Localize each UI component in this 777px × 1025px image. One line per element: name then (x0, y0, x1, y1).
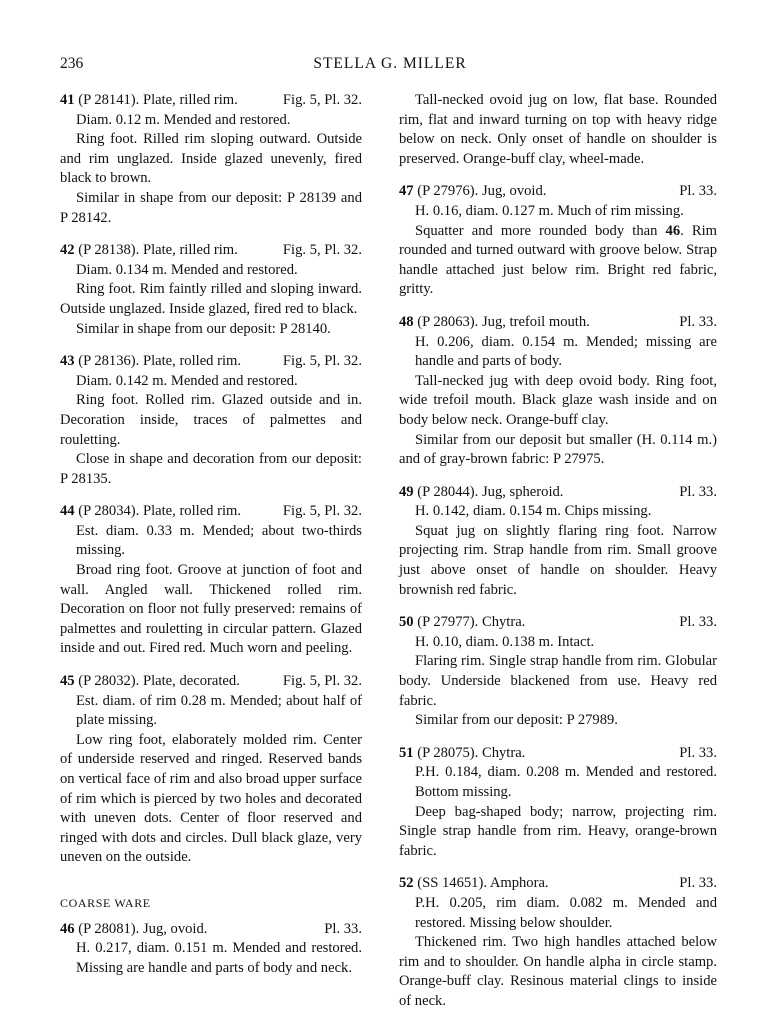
entry-description: Squatter and more rounded body than 46. Rim rounded and turned outward with groove below. Strap handle attached just below rim. Bright red fabric, gritty. (399, 222, 718, 298)
entry-number: 44 (60, 503, 75, 520)
entry-description: Ring foot. Rilled rim sloping outward. Outside and rim unglazed. Inside glazed unevenly, fired black to brown. (60, 131, 362, 187)
entry-measurements: P.H. 0.184, diam. 0.208 m. Mended and restored. Bottom missing. (415, 764, 717, 800)
entry-description: Squat jug on slightly flaring ring foot. Narrow projecting rim. Strap handle from rim. Small groove just above onset of handle on shoulder. Heavy brownish red fabric. (399, 522, 717, 598)
entry-measurements: Diam. 0.12 m. Mended and restored. (76, 111, 291, 128)
catalog-entry-46 (60, 920, 362, 979)
catalog-entry-49 (399, 483, 717, 601)
entry-reference: Pl. 33. (679, 744, 717, 761)
entry-description: Ring foot. Rim faintly rilled and sloping inward. Outside unglazed. Inside glazed, fired red to black. (60, 281, 362, 317)
entry-note: Similar in shape from our deposit: P 28140. (76, 320, 331, 337)
entry-title: (P 28032). Plate, decorated. (74, 673, 240, 690)
entry-description: Ring foot. Rolled rim. Glazed outside and in. Decoration inside, traces of palmettes and rouletting. (60, 392, 362, 448)
entry-measurements: Diam. 0.134 m. Mended and restored. (76, 261, 298, 278)
entry-note: Similar in shape from our deposit: P 28139 and P 28142. (60, 189, 362, 226)
entry-measurements: H. 0.142, diam. 0.154 m. Chips missing. (415, 503, 652, 520)
entry-measurements: H. 0.16, diam. 0.127 m. Much of rim missing. (415, 202, 684, 219)
catalog-entry-50 (399, 613, 717, 731)
entry-title: (P 28034). Plate, rolled rim. (74, 503, 242, 520)
catalog-entry-42 (60, 241, 362, 339)
entry-title: (P 28044). Jug, spheroid. (413, 483, 564, 500)
catalog-entry-52 (399, 874, 717, 1011)
entry-title: (P 28075). Chytra. (413, 744, 526, 761)
entry-title: (P 28063). Jug, trefoil mouth. (413, 313, 590, 330)
entry-description: Low ring foot, elaborately molded rim. Center of underside reserved and ringed. Reserved bands on vertical face of rim and also broad upper surface of rim which is pierced by two holes and decorated with uneven dots. Center of floor reserved and ringed with dots and circles. Dull black glaze, very uneven on the outside. (60, 731, 362, 866)
entry-number: 47 (399, 183, 414, 200)
entry-number: 41 (60, 92, 75, 108)
page-header (60, 55, 720, 77)
entry-measurements: Diam. 0.142 m. Mended and restored. (76, 372, 298, 389)
entry-number: 49 (399, 483, 414, 500)
catalog-entry-48 (399, 313, 717, 470)
entry-number: 46 (60, 920, 75, 937)
cross-reference: 46 (665, 222, 681, 239)
entry-reference: Fig. 5, Pl. 32. (282, 673, 362, 690)
entry-number: 42 (60, 242, 75, 259)
entry-reference: Fig. 5, Pl. 32. (282, 353, 362, 370)
catalog-entry-41 (60, 91, 362, 228)
entry-number: 52 (399, 875, 414, 892)
entry-title: (P 27976). Jug, ovoid. (413, 183, 547, 200)
entry-title: (SS 14651). Amphora. (413, 875, 549, 892)
entry-title: (P 28141). Plate, rilled rim. (74, 92, 238, 108)
entry-measurements: Est. diam. of rim 0.28 m. Mended; about half of plate missing. (76, 692, 362, 729)
entry-number: 50 (399, 614, 414, 631)
entry-title: (P 28138). Plate, rilled rim. (74, 242, 238, 259)
entry-title: (P 28081). Jug, ovoid. (74, 920, 208, 937)
left-column (60, 91, 362, 991)
section-heading: COARSE WARE (60, 895, 151, 910)
entry-number: 51 (399, 744, 414, 761)
entry-description: Broad ring foot. Groove at junction of foot and wall. Angled wall. Thickened rolled rim. Decoration on floor not fully preserved: remains of palmettes and rouletting in circular pattern. Glazed inside and out. Fired red. Much worn and peeling. (60, 562, 362, 657)
entry-measurements: H. 0.217, diam. 0.151 m. Mended and restored. Missing are handle and parts of body and neck. (76, 940, 362, 976)
entry-title: (P 28136). Plate, rolled rim. (74, 353, 242, 370)
entry-number: 48 (399, 313, 414, 330)
entry-measurements: P.H. 0.205, rim diam. 0.082 m. Mended and restored. Missing below shoulder. (415, 894, 717, 931)
entry-note: Similar from our deposit but smaller (H. 0.114 m.) and of gray-brown fabric: P 27975. (399, 431, 717, 468)
entry-measurements: H. 0.10, diam. 0.138 m. Intact. (415, 633, 595, 650)
catalog-entry-46-continued (399, 91, 717, 169)
catalog-entry-45 (60, 672, 362, 868)
catalog-entry-51 (399, 744, 717, 862)
entry-reference: Pl. 33. (679, 483, 717, 500)
page-number: 236 (60, 55, 84, 72)
entry-note: Close in shape and decoration from our deposit: P 28135. (60, 451, 362, 487)
catalog-entry-47 (399, 182, 717, 300)
entry-title: (P 27977). Chytra. (413, 614, 526, 631)
entry-number: 43 (60, 353, 75, 370)
running-head: STELLA G. MILLER (313, 55, 467, 72)
entry-description: Deep bag-shaped body; narrow, projecting rim. Single strap handle from rim. Heavy, orange-brown fabric. (399, 803, 717, 859)
entry-reference: Pl. 33. (679, 313, 717, 330)
catalog-entry-43 (60, 352, 362, 489)
entry-note: Similar from our deposit: P 27989. (415, 712, 618, 729)
entry-number: 45 (60, 673, 75, 690)
entry-reference: Fig. 5, Pl. 32. (282, 503, 362, 520)
entry-reference: Fig. 5, Pl. 32. (282, 92, 362, 108)
entry-measurements: H. 0.206, diam. 0.154 m. Mended; missing are handle and parts of body. (415, 333, 717, 370)
entry-description: Flaring rim. Single strap handle from rim. Globular body. Underside blackened from use. Heavy red fabric. (399, 653, 717, 709)
entry-reference: Pl. 33. (679, 183, 717, 200)
entry-description: Tall-necked ovoid jug on low, flat base. Rounded rim, flat and inward turning on top with heavy ridge below on neck. Only onset of handle on shoulder is preserved. Orange-buff clay, wheel-made. (399, 92, 717, 167)
entry-reference: Pl. 33. (679, 875, 717, 892)
catalog-entry-44 (60, 502, 362, 659)
entry-description: Tall-necked jug with deep ovoid body. Ring foot, wide trefoil mouth. Black glaze wash inside and on body below neck. Orange-buff clay. (399, 372, 717, 428)
entry-reference: Pl. 33. (679, 614, 717, 631)
entry-description: Thickened rim. Two high handles attached below rim and to shoulder. On handle alpha in circle stamp. Orange-buff clay. Resinous material clings to inside of neck. (399, 934, 717, 1009)
entry-reference: Pl. 33. (324, 920, 362, 937)
right-column (399, 91, 717, 1025)
entry-reference: Fig. 5, Pl. 32. (282, 242, 362, 259)
entry-measurements: Est. diam. 0.33 m. Mended; about two-thirds missing. (76, 522, 362, 559)
